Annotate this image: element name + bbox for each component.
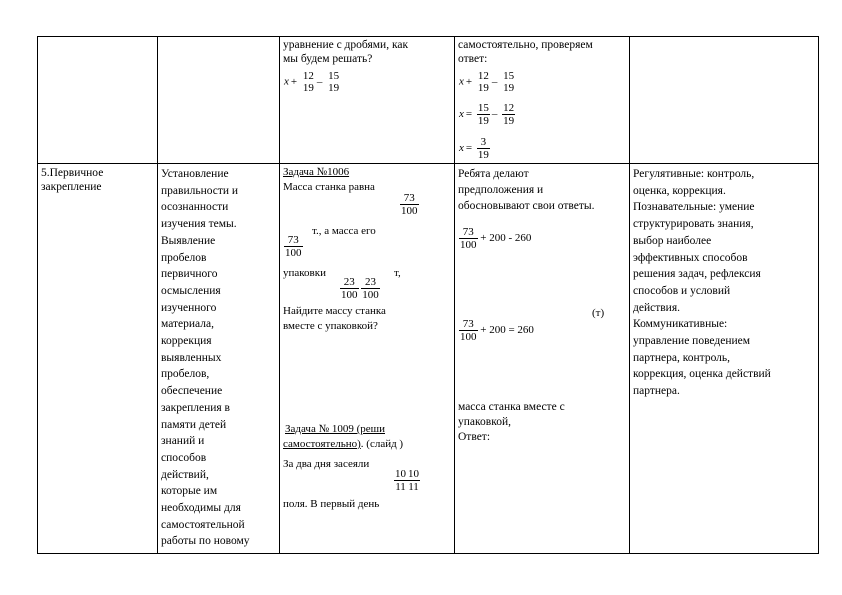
fraction-c bbox=[340, 276, 380, 301]
fraction-numerator: 23 bbox=[340, 276, 359, 289]
stage-goal bbox=[161, 166, 278, 550]
text-line: закрепления в bbox=[161, 401, 230, 414]
table-border-left bbox=[37, 36, 38, 554]
stage-title bbox=[41, 166, 155, 194]
task-text: Найдите массу станка bbox=[283, 305, 386, 317]
slide-note: . (слайд ) bbox=[360, 438, 404, 450]
calculation-2 bbox=[459, 318, 534, 343]
operator: – bbox=[316, 75, 323, 88]
fraction bbox=[477, 136, 490, 161]
equation bbox=[459, 102, 515, 127]
fraction bbox=[327, 70, 340, 94]
table-border-bottom bbox=[37, 553, 819, 554]
variable: x bbox=[459, 142, 464, 155]
text-line: Выявление bbox=[161, 234, 216, 247]
task-text: Масса станка равна bbox=[283, 181, 375, 193]
text-line: которые им bbox=[161, 485, 218, 498]
text-line: материала, bbox=[161, 318, 214, 331]
text-line: закрепление bbox=[41, 181, 102, 193]
text-line: Ребята делают bbox=[458, 168, 529, 180]
top-col4-text bbox=[458, 38, 628, 66]
task-text: поля. В первый день bbox=[283, 498, 380, 510]
column-divider bbox=[279, 36, 280, 554]
text-line: осмысления bbox=[161, 284, 221, 297]
text-line: предположения и bbox=[458, 184, 544, 196]
column-divider bbox=[454, 36, 455, 554]
fraction-denominator: 19 bbox=[477, 115, 489, 127]
operator: – bbox=[491, 108, 498, 121]
text-line: пробелов bbox=[161, 251, 207, 264]
fraction-numerator: 15 bbox=[328, 70, 340, 82]
text-line: памяти детей bbox=[161, 418, 227, 431]
column-divider bbox=[157, 36, 158, 554]
fraction bbox=[407, 468, 420, 493]
fraction-numerator: 73 bbox=[284, 234, 303, 247]
text-line: выявленных bbox=[161, 351, 222, 364]
text-line: Коммуникативные: bbox=[633, 318, 728, 331]
text-line: самостоятельно, проверяем bbox=[458, 39, 593, 51]
text-line: первичного bbox=[161, 268, 218, 281]
text-line: правильности и bbox=[161, 184, 239, 197]
text-line: действия. bbox=[633, 301, 680, 314]
variable: x bbox=[459, 108, 464, 121]
text-line: коррекция bbox=[161, 335, 212, 348]
fraction-denominator: 100 bbox=[401, 205, 418, 217]
equation bbox=[459, 136, 490, 161]
fraction bbox=[477, 70, 490, 94]
text-line: масса станка вместе с bbox=[458, 401, 565, 413]
text-line: самостоятельной bbox=[161, 518, 245, 531]
fraction-numerator: 15 bbox=[477, 102, 489, 114]
fraction bbox=[459, 318, 478, 343]
text-line: необходимы для bbox=[161, 502, 241, 515]
operator: – bbox=[491, 75, 498, 88]
text-line: знаний и bbox=[161, 435, 205, 448]
text-line: осознанности bbox=[161, 201, 229, 214]
text-line: мы будем решать? bbox=[283, 53, 373, 65]
text-line: обосновывают свои ответы. bbox=[458, 200, 595, 212]
column-divider bbox=[629, 36, 630, 554]
fraction-denominator: 11 bbox=[395, 481, 406, 493]
operator: = bbox=[465, 108, 473, 121]
text-line: решения задач, рефлексия bbox=[633, 268, 761, 281]
fraction bbox=[361, 276, 380, 301]
table-border-right bbox=[818, 36, 819, 554]
task-1009-subtitle: самостоятельно) bbox=[283, 438, 361, 450]
text-line: эффективных способов bbox=[633, 251, 748, 264]
variable: x bbox=[284, 75, 289, 88]
fraction-numerator: 15 bbox=[503, 70, 515, 82]
fraction bbox=[502, 102, 515, 127]
fraction bbox=[459, 226, 478, 251]
task-1009-title: Задача № 1009 (реши bbox=[285, 423, 385, 435]
fraction-a bbox=[400, 192, 419, 217]
fraction-denominator: 100 bbox=[460, 331, 477, 343]
fraction-e bbox=[394, 468, 420, 493]
operator: + bbox=[290, 75, 298, 88]
fraction-numerator: 10 bbox=[395, 468, 406, 480]
text-line: 5.Первичное bbox=[41, 167, 104, 179]
text-line: выбор наиболее bbox=[633, 234, 712, 247]
unit-label: т, bbox=[394, 267, 401, 279]
fraction-numerator: 12 bbox=[477, 70, 489, 82]
fraction-denominator: 19 bbox=[503, 82, 515, 94]
task-1006-title: Задача №1006 bbox=[283, 166, 350, 178]
text-line: оценка, коррекция. bbox=[633, 184, 726, 197]
fraction-b bbox=[284, 234, 303, 259]
fraction-denominator: 100 bbox=[362, 289, 379, 301]
variable: x bbox=[459, 75, 464, 88]
student-activity bbox=[458, 166, 628, 214]
fraction-denominator: 19 bbox=[477, 149, 489, 161]
fraction bbox=[477, 102, 490, 127]
calculation-rest: + 200 = 260 bbox=[480, 324, 534, 337]
text-line: способов и условий bbox=[633, 284, 731, 297]
fraction-denominator: 11 bbox=[408, 481, 419, 493]
operator: + bbox=[465, 75, 473, 88]
fraction bbox=[400, 192, 419, 217]
fraction-denominator: 19 bbox=[477, 82, 489, 94]
learning-outcomes bbox=[633, 166, 817, 400]
text-line: партнера, контроль, bbox=[633, 351, 731, 364]
fraction-denominator: 19 bbox=[328, 82, 340, 94]
fraction bbox=[302, 70, 315, 94]
fraction-numerator: 10 bbox=[408, 468, 419, 480]
text-line: ответ: bbox=[458, 53, 488, 65]
row-divider bbox=[37, 163, 819, 164]
fraction-numerator: 12 bbox=[503, 102, 515, 114]
text-line: действий, bbox=[161, 468, 209, 481]
fraction-denominator: 100 bbox=[341, 289, 358, 301]
task-text: упаковки bbox=[283, 267, 326, 279]
text-line: партнера. bbox=[633, 385, 680, 398]
fraction-denominator: 19 bbox=[302, 82, 314, 94]
fraction-numerator: 73 bbox=[459, 318, 478, 331]
equation bbox=[284, 70, 340, 94]
text-line: структурировать знания, bbox=[633, 218, 754, 231]
unit-label: (т) bbox=[592, 307, 605, 319]
text-line: уравнение с дробями, как bbox=[283, 39, 409, 51]
fraction-numerator: 73 bbox=[459, 226, 478, 239]
equation bbox=[459, 70, 515, 94]
fraction-numerator: 3 bbox=[477, 136, 490, 149]
answer-text bbox=[458, 400, 628, 445]
task-text: За два дня засеяли bbox=[283, 458, 370, 470]
table-border-top bbox=[37, 36, 819, 37]
fraction-denominator: 100 bbox=[460, 239, 477, 251]
fraction-denominator: 19 bbox=[503, 115, 515, 127]
text-line: Ответ: bbox=[458, 431, 491, 443]
fraction-numerator: 73 bbox=[400, 192, 419, 205]
fraction bbox=[394, 468, 407, 493]
top-col3-text bbox=[283, 38, 453, 66]
text-line: коррекция, оценка действий bbox=[633, 368, 771, 381]
text-line: способов bbox=[161, 451, 207, 464]
fraction bbox=[340, 276, 359, 301]
calculation-1 bbox=[459, 226, 531, 251]
fraction bbox=[502, 70, 515, 94]
text-line: Установление bbox=[161, 168, 229, 180]
operator: = bbox=[465, 142, 473, 155]
text-line: пробелов, bbox=[161, 368, 210, 381]
fraction-numerator: 23 bbox=[361, 276, 380, 289]
task-text: вместе с упаковкой? bbox=[283, 320, 378, 332]
text-line: упаковкой, bbox=[458, 416, 511, 428]
text-line: работы по новому bbox=[161, 535, 250, 548]
text-line: Регулятивные: контроль, bbox=[633, 168, 755, 180]
text-line: изученного bbox=[161, 301, 217, 314]
text-line: обеспечение bbox=[161, 385, 223, 398]
text-line: изучения темы. bbox=[161, 218, 237, 231]
fraction-denominator: 100 bbox=[285, 247, 302, 259]
text-line: Познавательные: умение bbox=[633, 201, 755, 214]
fraction bbox=[284, 234, 303, 259]
text-line: управление поведением bbox=[633, 335, 751, 348]
calculation-rest: + 200 - 260 bbox=[480, 232, 532, 245]
fraction-numerator: 12 bbox=[302, 70, 314, 82]
task-text bbox=[283, 438, 403, 450]
task-text: т., а масса его bbox=[312, 225, 376, 237]
